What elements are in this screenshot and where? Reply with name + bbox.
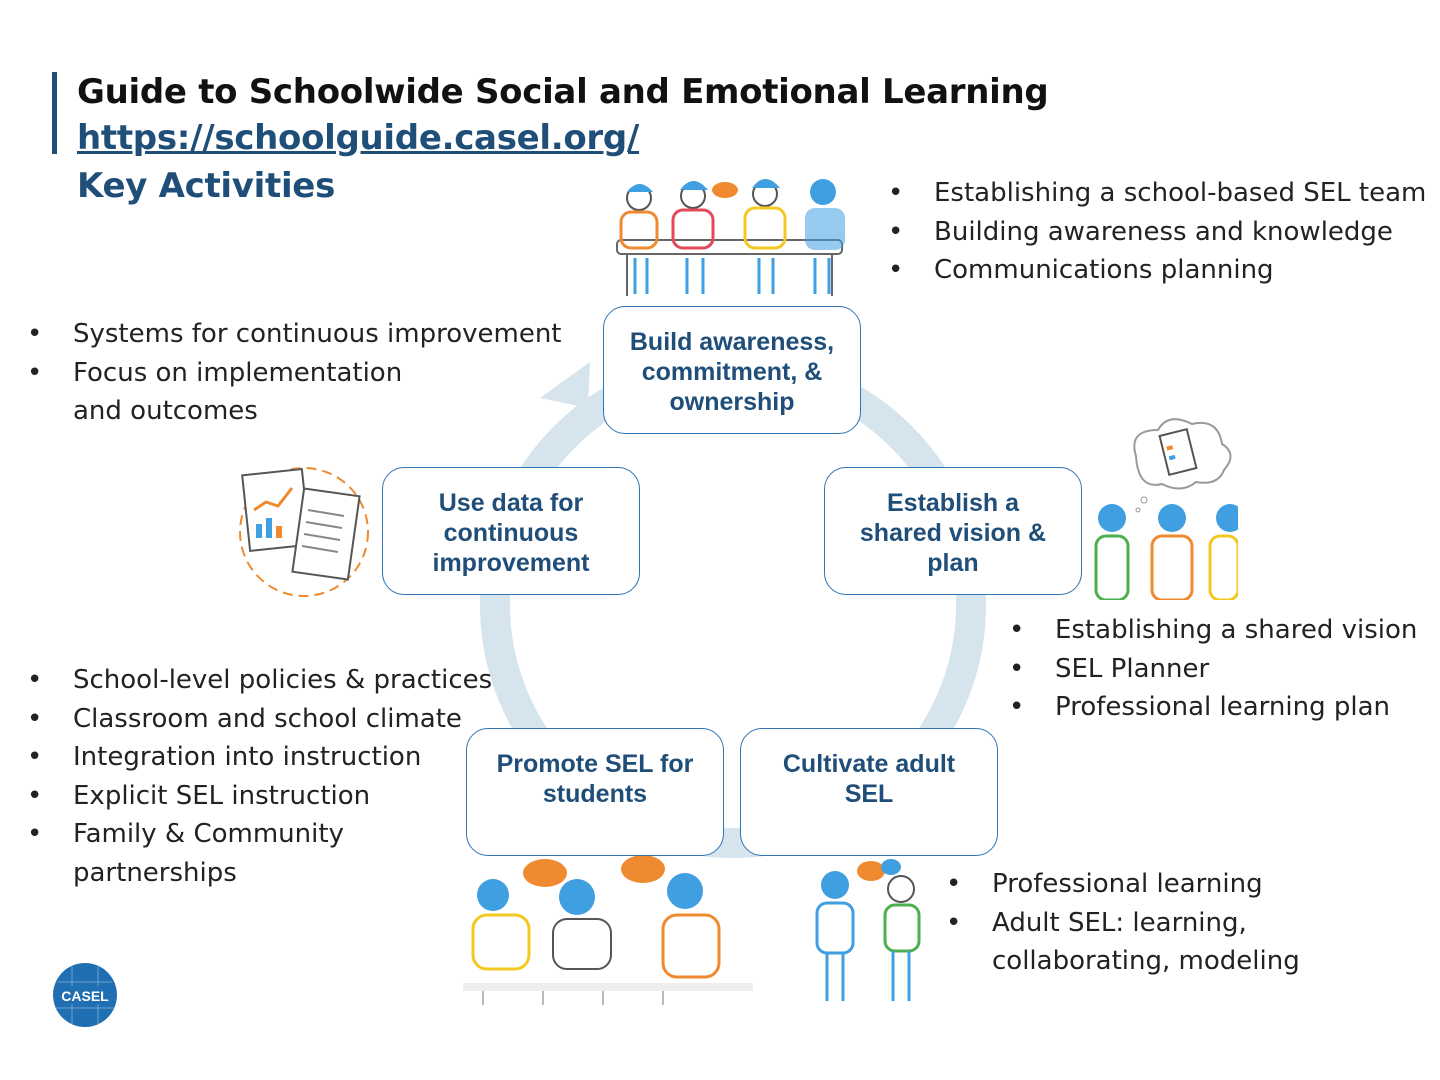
list-item: • Professional learning xyxy=(946,865,1312,904)
stage-promote-students: Promote SEL for students xyxy=(466,728,724,856)
svg-text:CASEL: CASEL xyxy=(61,988,109,1004)
stage-shared-vision: Establish a shared vision & plan xyxy=(824,467,1082,595)
vision-activities-list xyxy=(1009,611,1417,727)
adult-activities-list xyxy=(946,865,1312,981)
stage-use-data: Use data for continuous improvement xyxy=(382,467,640,595)
students-activities-list xyxy=(27,661,492,892)
list-item: • Classroom and school climate xyxy=(27,700,492,739)
list-item: • Focus on implementation and outcomes xyxy=(27,354,453,431)
list-item: • School-level policies & practices xyxy=(27,661,492,700)
adult-sel-illustration xyxy=(805,855,935,1005)
build-activities-list xyxy=(888,174,1426,290)
list-item: • SEL Planner xyxy=(1009,650,1417,689)
list-item: • Communications planning xyxy=(888,251,1426,290)
page-title: Guide to Schoolwide Social and Emotional Learning xyxy=(77,72,1049,112)
list-item: • Family & Community partnerships xyxy=(27,815,373,892)
section-subtitle: Key Activities xyxy=(77,166,336,206)
list-item: • Integration into instruction xyxy=(27,738,492,777)
data-charts-illustration xyxy=(232,462,372,602)
planning-illustration xyxy=(1088,418,1238,600)
stage-build-awareness: Build awareness, commitment, & ownership xyxy=(603,306,861,434)
list-item: • Explicit SEL instruction xyxy=(27,777,492,816)
list-item: • Systems for continuous improvement xyxy=(27,315,567,354)
stage-adult-sel: Cultivate adult SEL xyxy=(740,728,998,856)
list-item: • Establishing a shared vision xyxy=(1009,611,1417,650)
list-item: • Adult SEL: learning, collaborating, modeling xyxy=(946,904,1312,981)
students-illustration xyxy=(463,855,753,1005)
team-meeting-illustration xyxy=(607,168,857,300)
data-activities-list xyxy=(27,315,567,431)
guide-link[interactable]: https://schoolguide.casel.org/ xyxy=(77,118,640,158)
list-item: • Professional learning plan xyxy=(1009,688,1417,727)
casel-logo xyxy=(52,962,118,1028)
list-item: • Establishing a school-based SEL team xyxy=(888,174,1426,213)
list-item: • Building awareness and knowledge xyxy=(888,213,1426,252)
